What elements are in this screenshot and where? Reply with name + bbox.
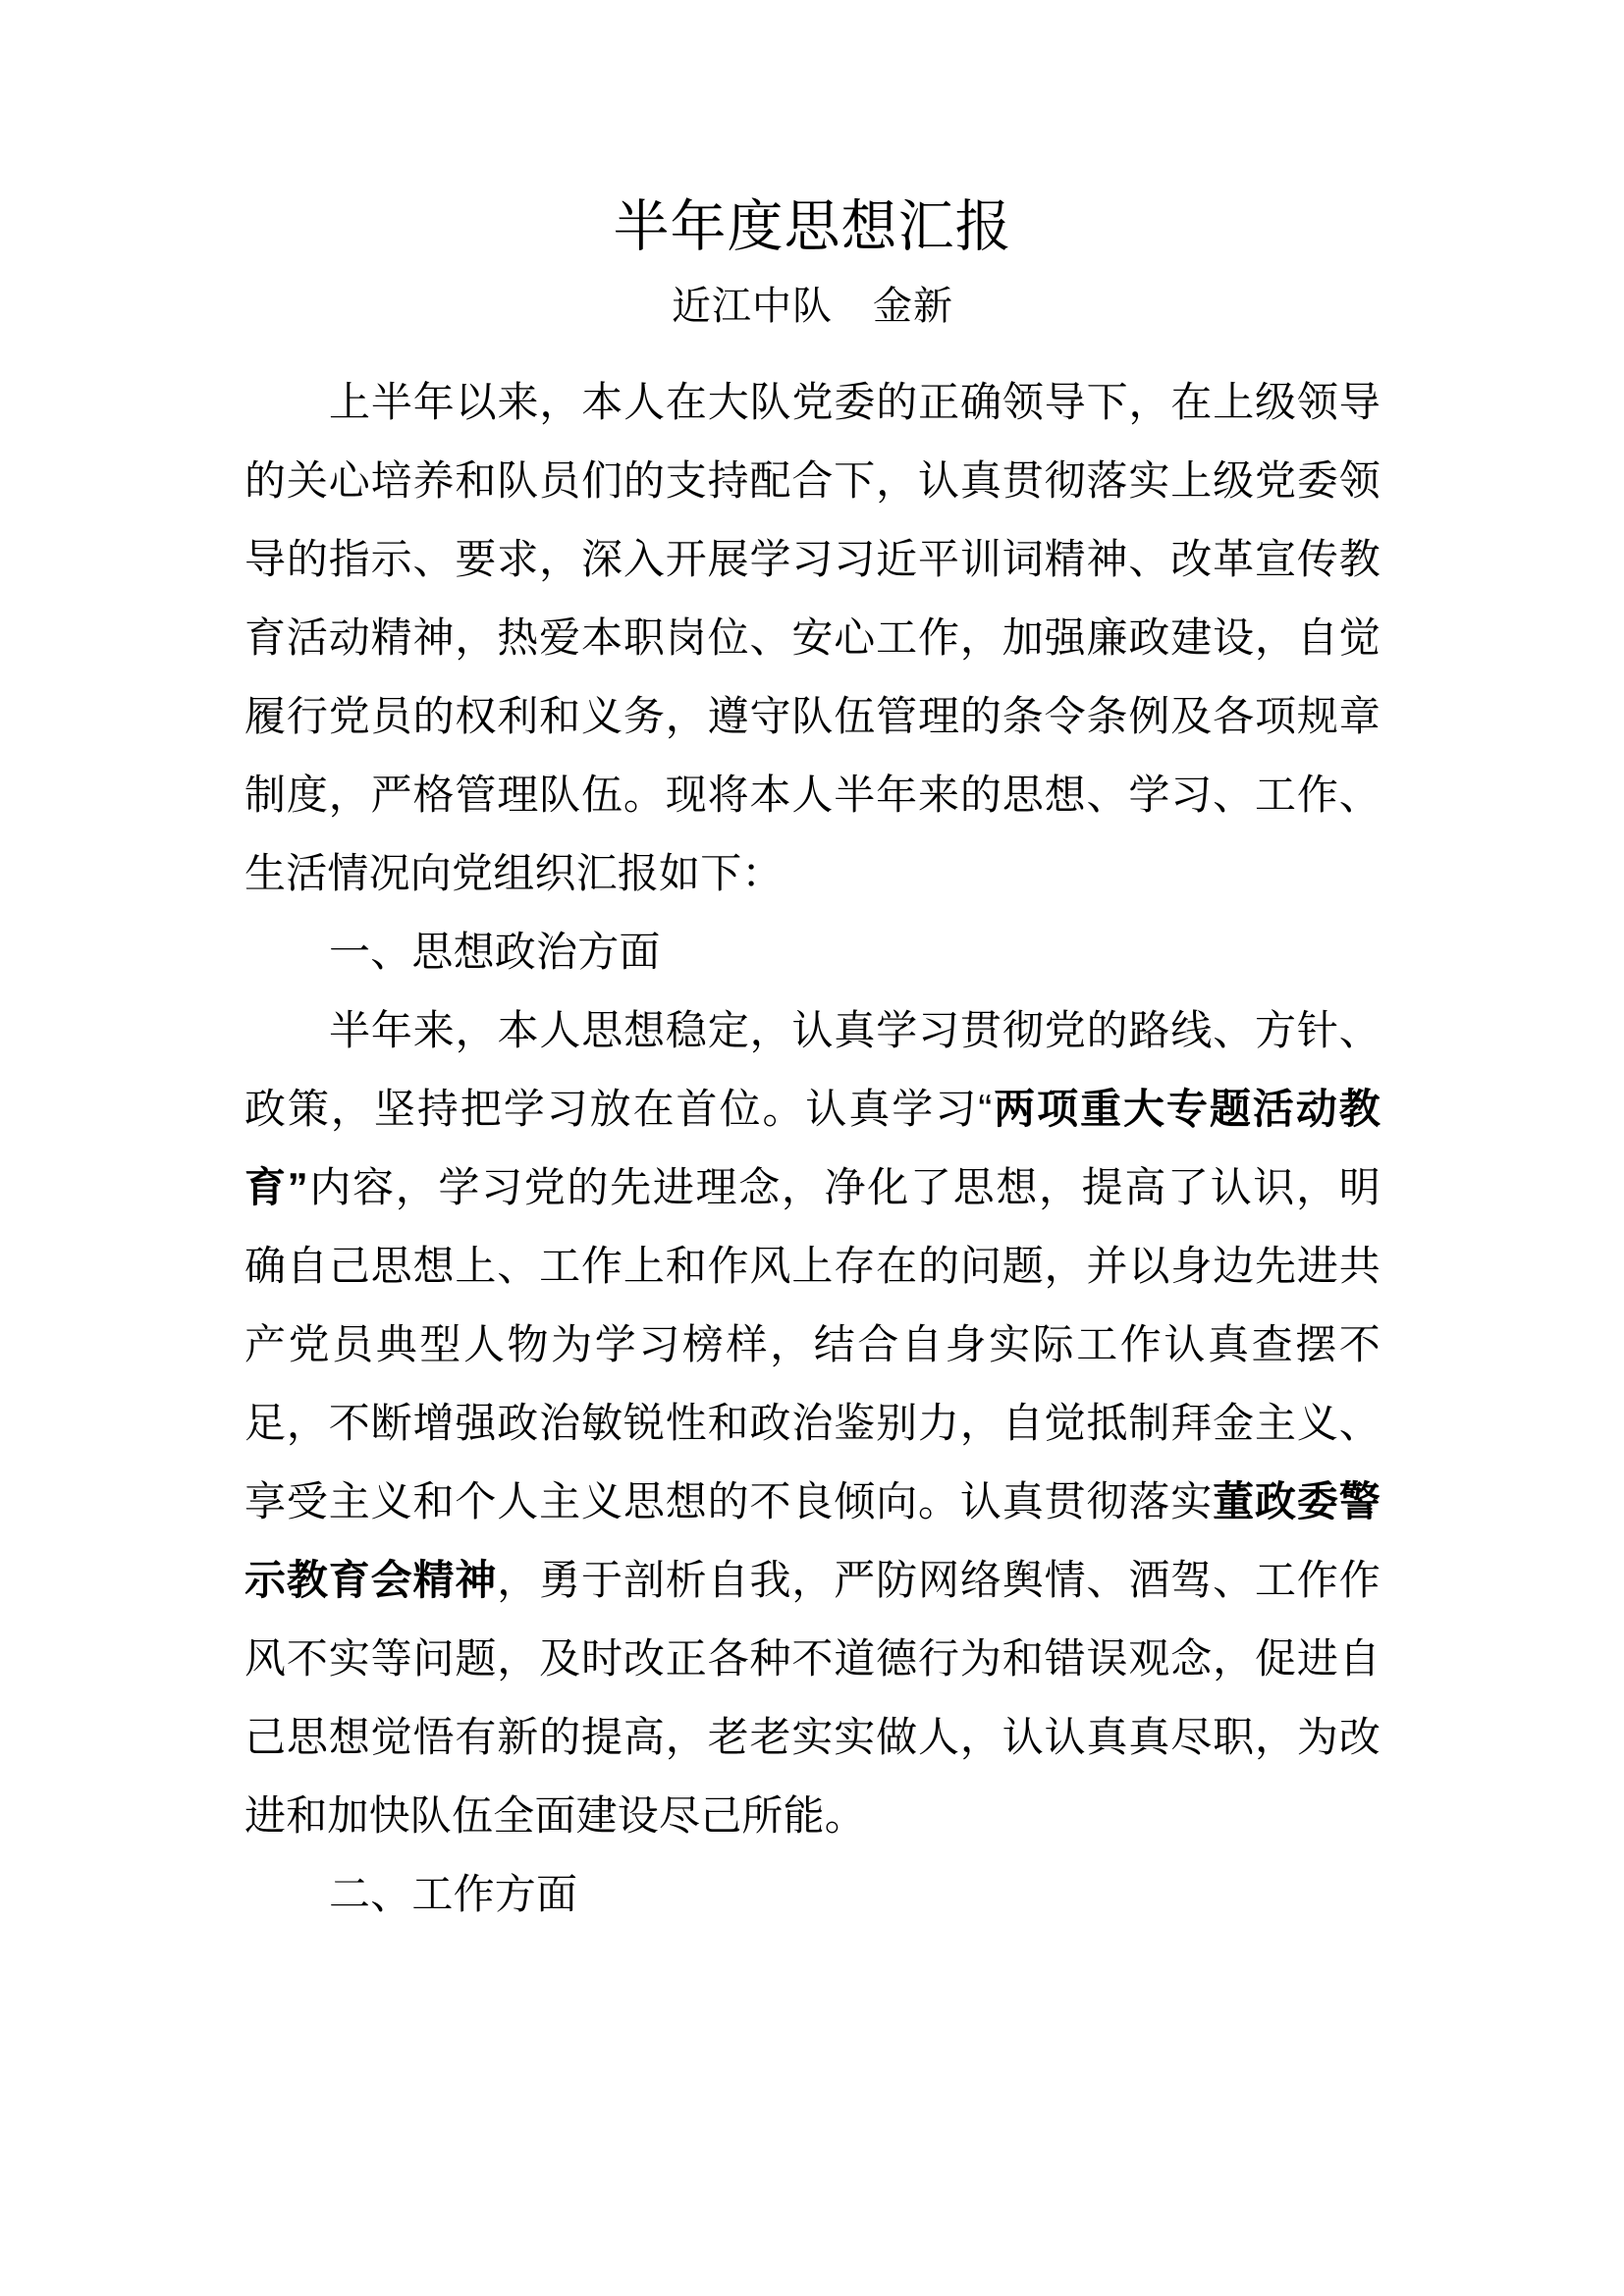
emphasis-text: 两项重大专题活动教育” bbox=[244, 1086, 1380, 1210]
body-text: 一、思想政治方面 bbox=[329, 929, 661, 975]
body-text: 半年来，本人思想稳定，认真学习贯彻党的路线、方针、政策，坚持把学习放在首位。认真学习“ bbox=[244, 1007, 1380, 1132]
document-content bbox=[244, 0, 1380, 1934]
body-text: 内容，学习党的先进理念，净化了思想，提高了认识，明确自己思想上、工作上和作风上存在的问题，并以身边先进共产党员典型人物为学习榜样，结合自身实际工作认真查摆不足，不断增强政治敏锐性和政治鉴别力，自觉抵制拜金主义、享受主义和个人主义思想的不良倾向。认真贯彻落实 bbox=[244, 1164, 1380, 1524]
section-heading-1 bbox=[244, 913, 1380, 991]
emphasis-text: 董政委警示教育会精神 bbox=[244, 1478, 1380, 1603]
body-text: ，勇于剖析自我，严防网络舆情、酒驾、工作作风不实等问题，及时改正各种不道德行为和错误观念，促进自己思想觉悟有新的提高，老老实实做人，认认真真尽职，为改进和加快队伍全面建设尽己所能。 bbox=[244, 1557, 1381, 1839]
body-text: 二、工作方面 bbox=[329, 1871, 578, 1917]
section-1-paragraph bbox=[244, 991, 1380, 1855]
body-text: 上半年以来，本人在大队党委的正确领导下，在上级领导的关心培养和队员们的支持配合下，认真贯彻落实上级党委领导的指示、要求，深入开展学习习近平训词精神、改革宣传教育活动精神，热爱本职岗位、安心工作，加强廉政建设，自觉履行党员的权利和义务，遵守队伍管理的条令条例及各项规章制度，严格管理队伍。现将本人半年来的思想、学习、工作、生活情况向党组织汇报如下： bbox=[244, 379, 1380, 896]
document-body bbox=[244, 326, 1380, 1934]
section-heading-2 bbox=[244, 1855, 1380, 1934]
document-byline: 近江中队 金新 bbox=[672, 285, 953, 328]
page-title: 半年度思想汇报 bbox=[613, 195, 1012, 258]
intro-paragraph bbox=[244, 363, 1380, 913]
